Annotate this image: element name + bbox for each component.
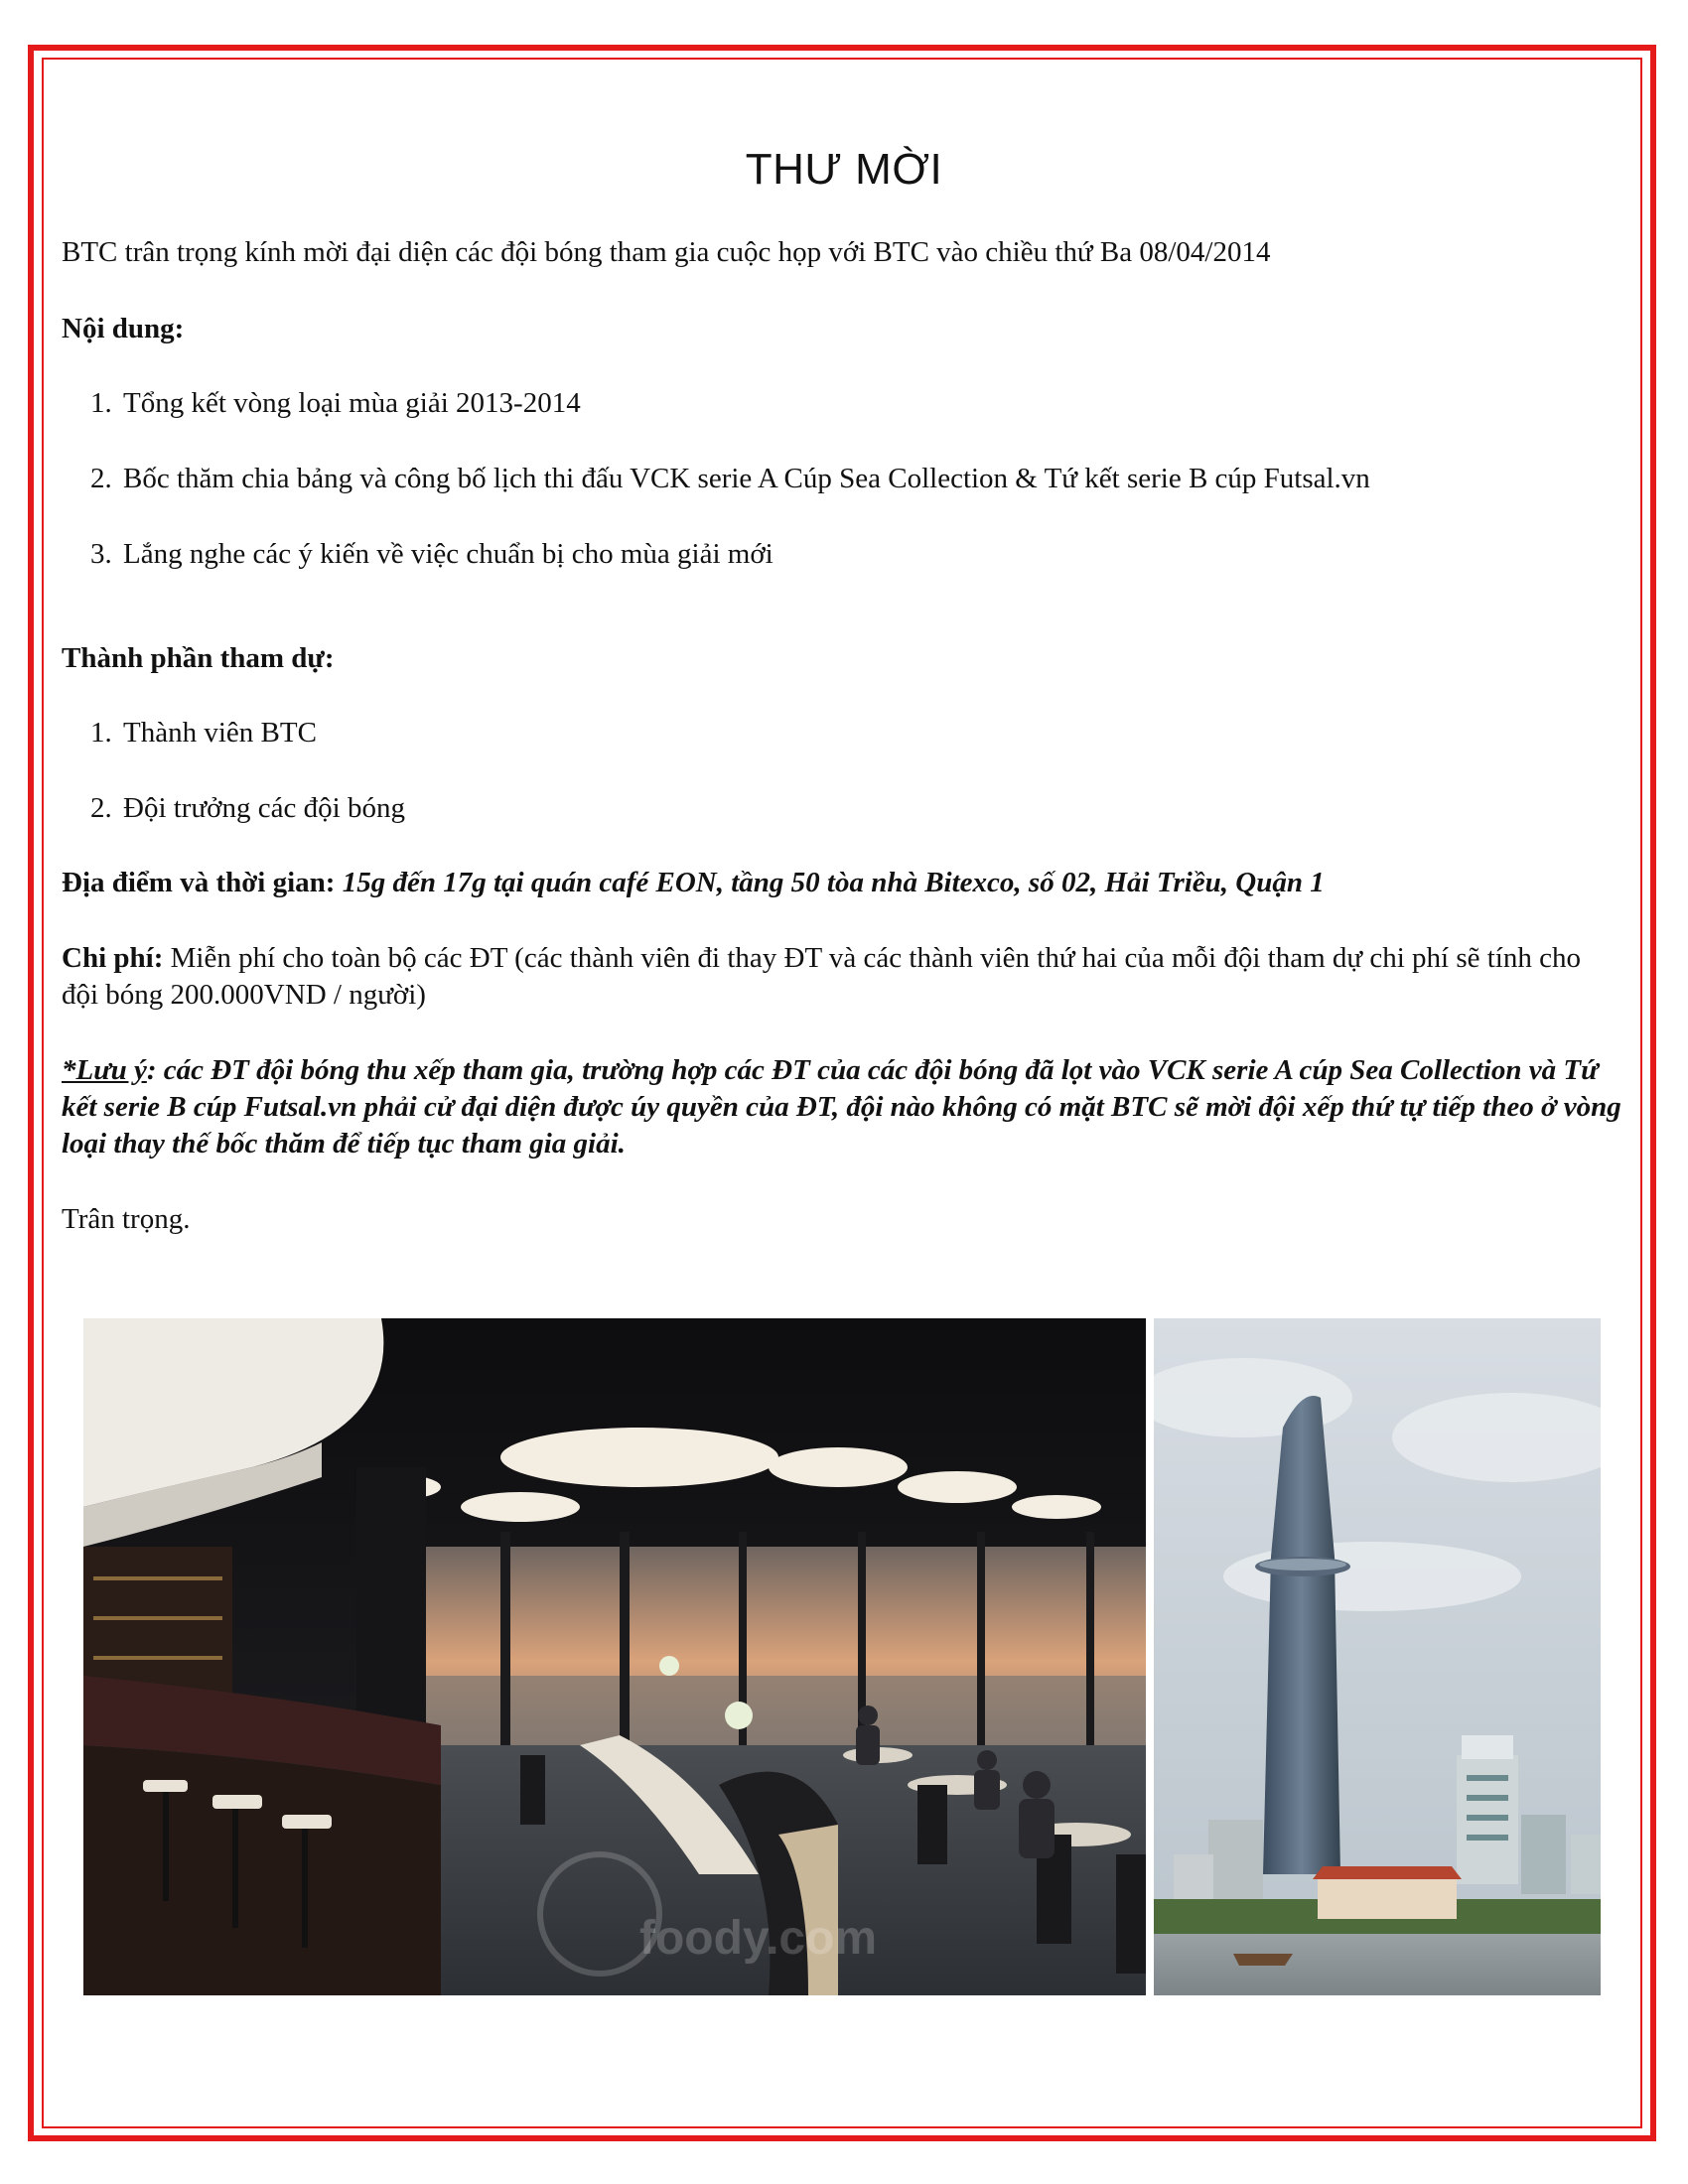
agenda-item: 3. Lắng nghe các ý kiến về việc chuẩn bị cho mùa giải mới <box>119 536 1622 573</box>
agenda-item: 2. Bốc thăm chia bảng và công bố lịch thi đấu VCK serie A Cúp Sea Collection & Tứ kết serie B cúp Futsal.vn <box>119 461 1622 497</box>
closing-text: Trân trọng. <box>62 1203 191 1235</box>
letter-body <box>62 234 1622 1238</box>
cost-value: Miễn phí cho toàn bộ các ĐT (các thành viên đi thay ĐT và các thành viên thứ hai của mỗi đội tham dự chi phí sẽ tính cho đội bóng 200.000VND / người) <box>62 942 1581 1011</box>
watermark-text: foody.com <box>639 1912 878 1965</box>
agenda-item: 1. Tổng kết vòng loại mùa giải 2013-2014 <box>119 385 1622 422</box>
venue-paragraph <box>62 865 1622 901</box>
venue-label: Địa điểm và thời gian: <box>62 867 336 898</box>
cost-label: Chi phí: <box>62 942 164 974</box>
attendees-heading: Thành phần tham dự: <box>62 642 335 674</box>
page-title: THƯ MỜI <box>745 145 943 194</box>
note-value: : các ĐT đội bóng thu xếp tham gia, trường hợp các ĐT của các đội bóng đã lọt vào VCK serie A cúp Sea Collection và Tứ kết serie B cúp Futsal.vn phải cử đại diện được úy quyền của ĐT, đội nào không có mặt BTC sẽ mời đội xếp thứ tự tiếp theo ở vòng loại thay thế bốc thăm để tiếp tục tham gia giải. <box>62 1054 1621 1160</box>
attendee-item: 2. Đội trưởng các đội bóng <box>119 790 1622 827</box>
bitexco-tower-photo <box>1154 1318 1601 1995</box>
cost-paragraph <box>62 940 1622 1014</box>
intro-paragraph: BTC trân trọng kính mời đại diện các đội bóng tham gia cuộc họp với BTC vào chiều thứ Ba 08/04/2014 <box>62 236 1271 268</box>
note-label: *Lưu ý <box>62 1054 147 1086</box>
agenda-list <box>62 385 1622 573</box>
attendees-list <box>62 715 1622 827</box>
cafe-interior-photo <box>83 1318 1146 1995</box>
note-paragraph <box>62 1052 1622 1162</box>
attendee-item: 1. Thành viên BTC <box>119 715 1622 751</box>
agenda-heading: Nội dung: <box>62 313 185 344</box>
venue-value: 15g đến 17g tại quán café EON, tầng 50 tòa nhà Bitexco, số 02, Hải Triều, Quận 1 <box>342 867 1325 898</box>
